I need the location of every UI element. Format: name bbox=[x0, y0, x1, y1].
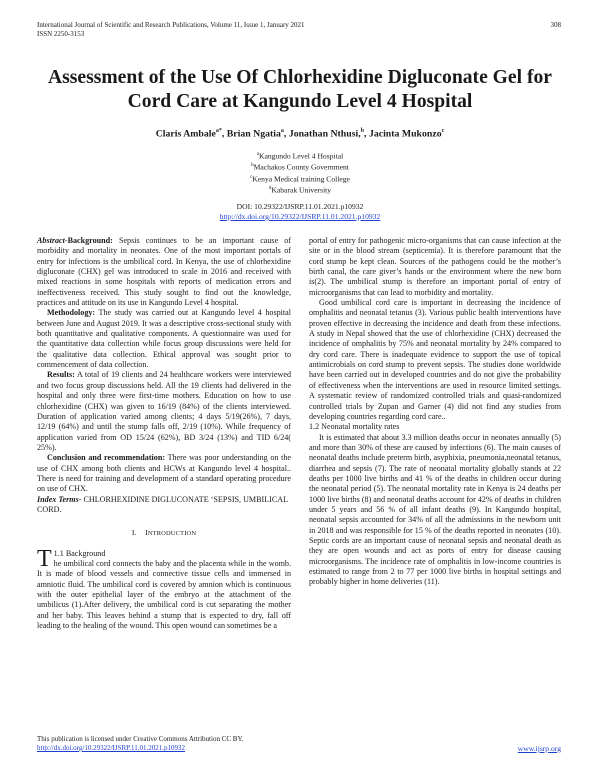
left-column bbox=[37, 236, 291, 631]
author-name: Claris Ambale bbox=[155, 128, 216, 140]
affiliation: $^b$Machakos County Government bbox=[251, 162, 349, 172]
intro-subheading: 1.1 Background bbox=[53, 548, 106, 558]
right-column bbox=[309, 236, 561, 588]
license-text: This publication is licensed under Creative Commons Attribution CC BY. bbox=[37, 735, 244, 743]
author-sup: a bbox=[280, 128, 284, 134]
author-sup: a* bbox=[215, 128, 222, 134]
author-name: Brian Ngatia bbox=[226, 128, 281, 140]
website-link[interactable]: www.ijsrp.org bbox=[517, 744, 561, 753]
issn: ISSN 2250-3153 bbox=[37, 30, 85, 38]
author-name: Jonathan Nthusi bbox=[288, 128, 359, 140]
subsection-heading: 1.2 Neonatal mortality rates bbox=[309, 422, 400, 432]
author-list: Claris Ambale$^{a*}$, Brian Ngatia$^a$, Jonathan Nthusi,$^b$, Jacinta Mukonzo$^c$ bbox=[155, 128, 445, 140]
affiliation: $^a$Kangundo Level 4 Hospital bbox=[256, 151, 344, 161]
intro-paragraph: T 1.1 Background he umbilical cord connects the baby and the placenta while in the womb. It is made of blood vessels and connective tissue cells and immersed in amniotic fluid. The umbilical cord is covered by amnion which is continuous with the outer epithelial layer of the embryo at the attachment of the umbilicus (1).After delivery, the umbilical cord is cut separating the mother and her baby. This leaves behind a stump that is expected to dry, fall off leading to the healing of the wound. This open wound can sometimes be a bbox=[37, 545, 291, 631]
journal-name: International Journal of Scientific and Research Publications, Volume 11, Issue 1, January 2021 bbox=[37, 21, 305, 29]
page-footer bbox=[37, 735, 561, 753]
author-sup: c bbox=[441, 128, 445, 134]
page-header bbox=[37, 21, 561, 39]
abstract-conclusion: Conclusion and recommendation: There was poor understanding on the use of CHX among both clients and HCWs at Kangundo level 4 hospital.. There is need for training and development of a standard operating procedure on use of CHX. bbox=[37, 453, 291, 494]
abstract-results: Results: A total of 19 clients and 24 healthcare workers were interviewed and two focus group discussions held. All the 19 clients had delivered in the hospital and only three were first-time mothers. Education on how to use chlorhexidine (CHX) was given to 16/19 (84%) of the clients interviewed. Duration of application varied among clients; 4 days 5/19(26%), 7 days, 12/19 (64%) and until the stump falls off, 2/19 (10%). While frequency of application varied from OD 15/24 (62%), BD 3/24 (13%) and TID 6/24( 25%). bbox=[37, 370, 291, 452]
page-number: 308 bbox=[550, 21, 561, 29]
affiliation: $^c$Kenya Medical training College bbox=[250, 174, 350, 184]
drop-cap: T bbox=[37, 545, 52, 572]
author-name: Jacinta Mukonzo bbox=[368, 128, 442, 140]
paper-title: Assessment of the Use Of Chlorhexidine Digluconate Gel for Cord Care at Kangundo Level 4 Hospital bbox=[48, 67, 552, 112]
doi-block bbox=[30, 202, 570, 222]
body-paragraph: Good umbilical cord care is important in decreasing the incidence of omphalitis and neonatal tetanus (3). Various public health interventions have proven effective in decreasing the incidence and death from these infections. A study in Nepal showed that the use of chlorhexidine (CHX) decreased the incidence of omphalitis by 75% and neonatal mortality by 24% compared to dry cord care. There is inadequate evidence to support the use of topical antimicrobials on cord stump to prevent sepsis. The studies done worldwide have been carried out in developed countries and do not give the probability of effectiveness when the interventions are used in resource limited settings. A systematic review of randomized controlled trials and quasi-randomized controlled trials by Zupan and Garner (4) did not find any studies from developing countries regarding cord care.. bbox=[309, 298, 561, 421]
index-terms: Index Terms- CHLORHEXIDINE DIGLUCONATE ‘SEPSIS, UMBILICAL CORD. bbox=[37, 494, 288, 514]
doi-text: DOI: 10.29322/IJSRP.11.01.2021.p10932 bbox=[236, 202, 364, 211]
body-paragraph: It is estimated that about 3.3 million deaths occur in neonates annually (5) and more than 30% of these are caused by infections (6). The main causes of neonatal deaths include preterm birth, asyphixia, pneumonia,neonatal tetanus, diarrhea and sepsis (7). The rate of neonatal mortality globally stands at 22 deaths per 1000 live births and 41 % of the deaths in children occur during the neonatal period (5). The neonatal mortality rate in Kenya is 24 deaths per 1000 live births (8) and neonatal deaths account for 42% of deaths in children under 5 years and 56 % of all infant deaths (9). In Kangundo hospital, neonatal sepsis accounted for 34% of all the admissions in the newborn unit in 2018 and was responsible for 15 % of the deaths reported in neonates (10). Septic cords are an important cause of neonatal sepsis and neonatal death as they are open wounds and act as ports of entry for disease causing microorganisms. The incidence rate of omphalitis in low-income countries is estimated to range from 2 to 77 per 1000 live births in hospital settings and probably higher in home deliveries (11). bbox=[309, 432, 561, 587]
body-paragraph: portal of entry for pathogenic micro-organisms that can cause infection at the site or in the blood stream (septicemia). It is therefore paramount that the cord stump be kept clean. Sources of the pathogens could be the mother’s birth canal, the care giver’s hands or the environment where the new born is(2). The umbilical stump is therefore an important portal of entry of microorganisms that can lead to morbidity and mortality. bbox=[309, 236, 561, 297]
footer-doi-link[interactable]: http://dx.doi.org/10.29322/IJSRP.11.01.2021.p10932 bbox=[37, 744, 185, 752]
abstract-methodology: Methodology: The study was carried out at Kangundo level 4 hospital between June and August 2019. It was a descriptive cross-sectional study with both quantitative and qualitative components. A questionnaire was used for the quantitative data collection while focus group discussions were held for the qualitative data collection. Ethical approval was sought prior to commencement of data collection. bbox=[37, 308, 291, 370]
doi-link[interactable]: http://dx.doi.org/10.29322/IJSRP.11.01.2021.p10932 bbox=[219, 212, 381, 221]
author-sup: b bbox=[360, 128, 365, 134]
affiliations bbox=[30, 150, 570, 196]
abstract-background: Abstract-Background: Sepsis continues to be an important cause of morbidity and mortality in neonates. One of the most important portals of entry for infections is the umbilical cord. In Kenya, the use of chlorhexidine digluconate (CHX) gel was introduced to scale in 2016 and received with mixed reactions in some hospitals with reports of medication errors and ineffectiveness received. This study sought to find out the knowledge, practices and attitude on its use in Kangundo Level 4 hospital. bbox=[37, 236, 291, 308]
section-heading: I. INTRODUCTION bbox=[131, 528, 197, 538]
affiliation: $^d$Kabarak University bbox=[268, 185, 332, 195]
